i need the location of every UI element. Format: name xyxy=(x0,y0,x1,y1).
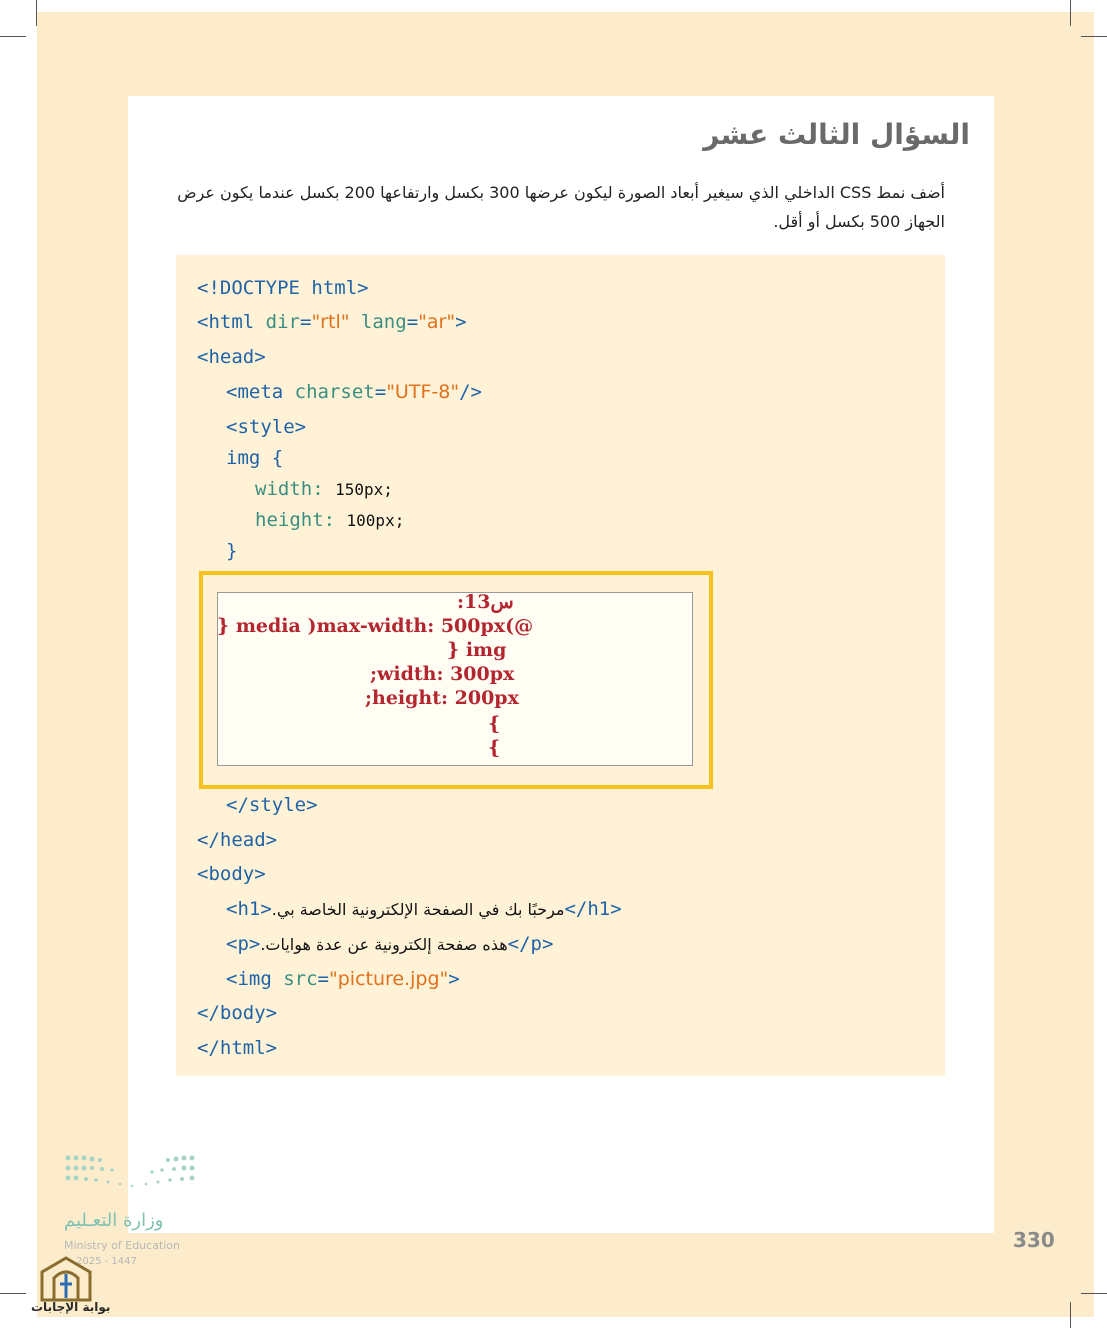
code-line-img-selector: img { xyxy=(226,447,284,469)
code-line-style-open: <style> xyxy=(226,416,307,438)
code-line-rule-close: } xyxy=(226,540,238,562)
code-line-head-open: <head> xyxy=(197,346,266,368)
answer-label: س13: xyxy=(457,591,514,613)
answer-line-brace: { xyxy=(488,737,501,759)
answer-line-width: ;width: 300px xyxy=(370,663,515,685)
answer-line-media: } media )max-width: 500px(@ xyxy=(217,615,534,637)
ministry-name-english: Ministry of Education xyxy=(64,1239,181,1252)
crop-mark xyxy=(1081,36,1107,37)
code-line-html-open: <html dir="rtl" lang="ar"> xyxy=(197,311,467,333)
answer-line-height: ;height: 200px xyxy=(365,687,519,709)
code-line-body-close: </body> xyxy=(197,1002,278,1024)
code-line-head-close: </head> xyxy=(197,829,278,851)
code-line-body-open: <body> xyxy=(197,863,266,885)
question-prompt: أضف نمط CSS الداخلي الذي سيغير أبعاد الصورة ليكون عرضها 300 بكسل وارتفاعها 200 بكسل عندما يكون عرض الجهاز 500 بكسل أو أقل. xyxy=(177,183,945,231)
ministry-year: 2025 - 1447 xyxy=(76,1256,137,1267)
code-line-h1: <h1>مرحبًا بك في الصفحة الإلكترونية الخاصة بي.</h1> xyxy=(226,898,622,920)
crop-mark xyxy=(36,0,37,26)
code-line-p: <p>هذه صفحة إلكترونية عن عدة هوايات.</p> xyxy=(226,933,554,955)
code-line-meta: <meta charset="UTF-8"/> xyxy=(226,381,482,403)
code-line-doctype: <!DOCTYPE html> xyxy=(197,277,369,299)
code-line-style-close: </style> xyxy=(226,794,318,816)
code-line-html-close: </html> xyxy=(197,1037,278,1059)
code-line-width: width: 150px; xyxy=(255,478,393,500)
watermark-text: بوابة الإجابات xyxy=(31,1300,111,1314)
answer-line-brace: { xyxy=(488,713,501,735)
crop-mark xyxy=(1070,0,1071,26)
question-title: السؤال الثالث عشر xyxy=(703,118,970,151)
code-line-img: <img src="picture.jpg"> xyxy=(226,968,460,990)
crop-mark xyxy=(0,1293,26,1294)
crop-mark xyxy=(0,36,26,37)
page-number: 330 xyxy=(1013,1228,1055,1252)
crop-mark xyxy=(1081,1293,1107,1294)
code-line-height: height: 100px; xyxy=(255,509,405,531)
crop-mark xyxy=(1070,1302,1071,1328)
answer-line-img: } img xyxy=(447,639,507,661)
ministry-name-arabic: وزارة التعـليم xyxy=(64,1210,164,1231)
